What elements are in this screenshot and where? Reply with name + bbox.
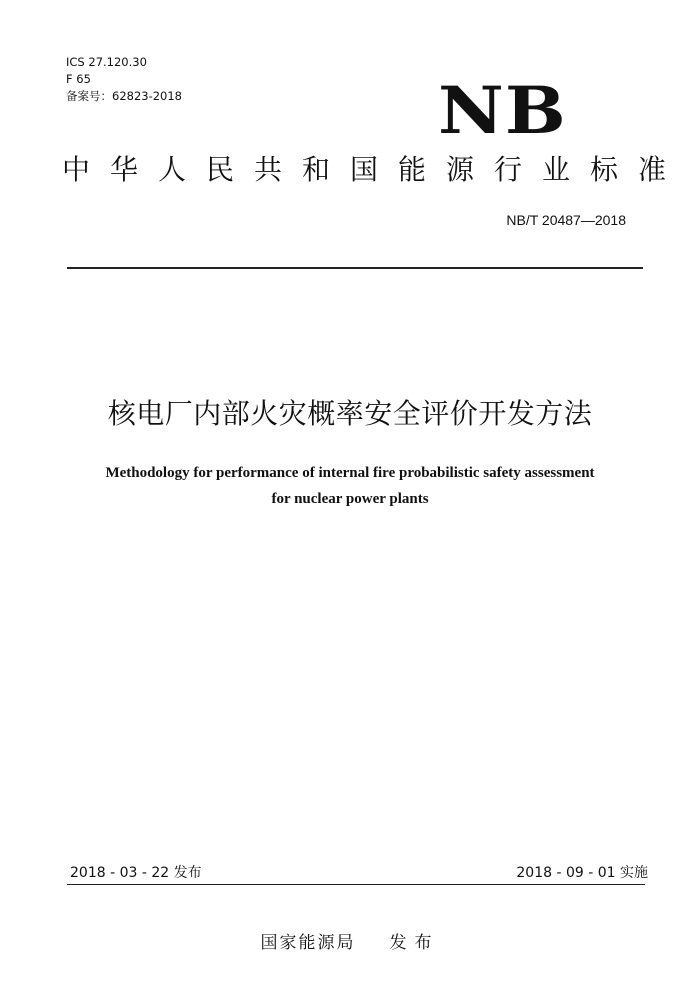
nb-logo: NB xyxy=(438,71,567,149)
issuer-verb: 发布 xyxy=(389,933,440,953)
chinese-title: 核电厂内部火灾概率安全评价开发方法 xyxy=(107,397,593,430)
standard-number: NB/T 20487—2018 xyxy=(506,212,626,228)
ccs-code: F 65 xyxy=(66,72,91,86)
english-title-line-1: Methodology for performance of internal fire probabilistic safety assessment xyxy=(105,465,595,481)
issuer xyxy=(0,928,700,953)
english-title-line-2: for nuclear power plants xyxy=(271,491,429,507)
filing-number: 备案号：62823-2018 xyxy=(66,89,182,103)
issuer-name: 国家能源局 xyxy=(260,933,356,953)
header-divider xyxy=(67,267,643,269)
standard-category-title: 中华人民共和国能源行业标准 xyxy=(62,153,687,186)
english-title xyxy=(0,460,700,512)
ics-code: ICS 27.120.30 xyxy=(66,55,147,69)
publish-date: 2018 - 03 - 22 发布 xyxy=(70,865,202,881)
effective-date: 2018 - 09 - 01 实施 xyxy=(516,865,648,881)
footer-divider xyxy=(67,884,645,885)
document-metadata xyxy=(66,54,182,105)
